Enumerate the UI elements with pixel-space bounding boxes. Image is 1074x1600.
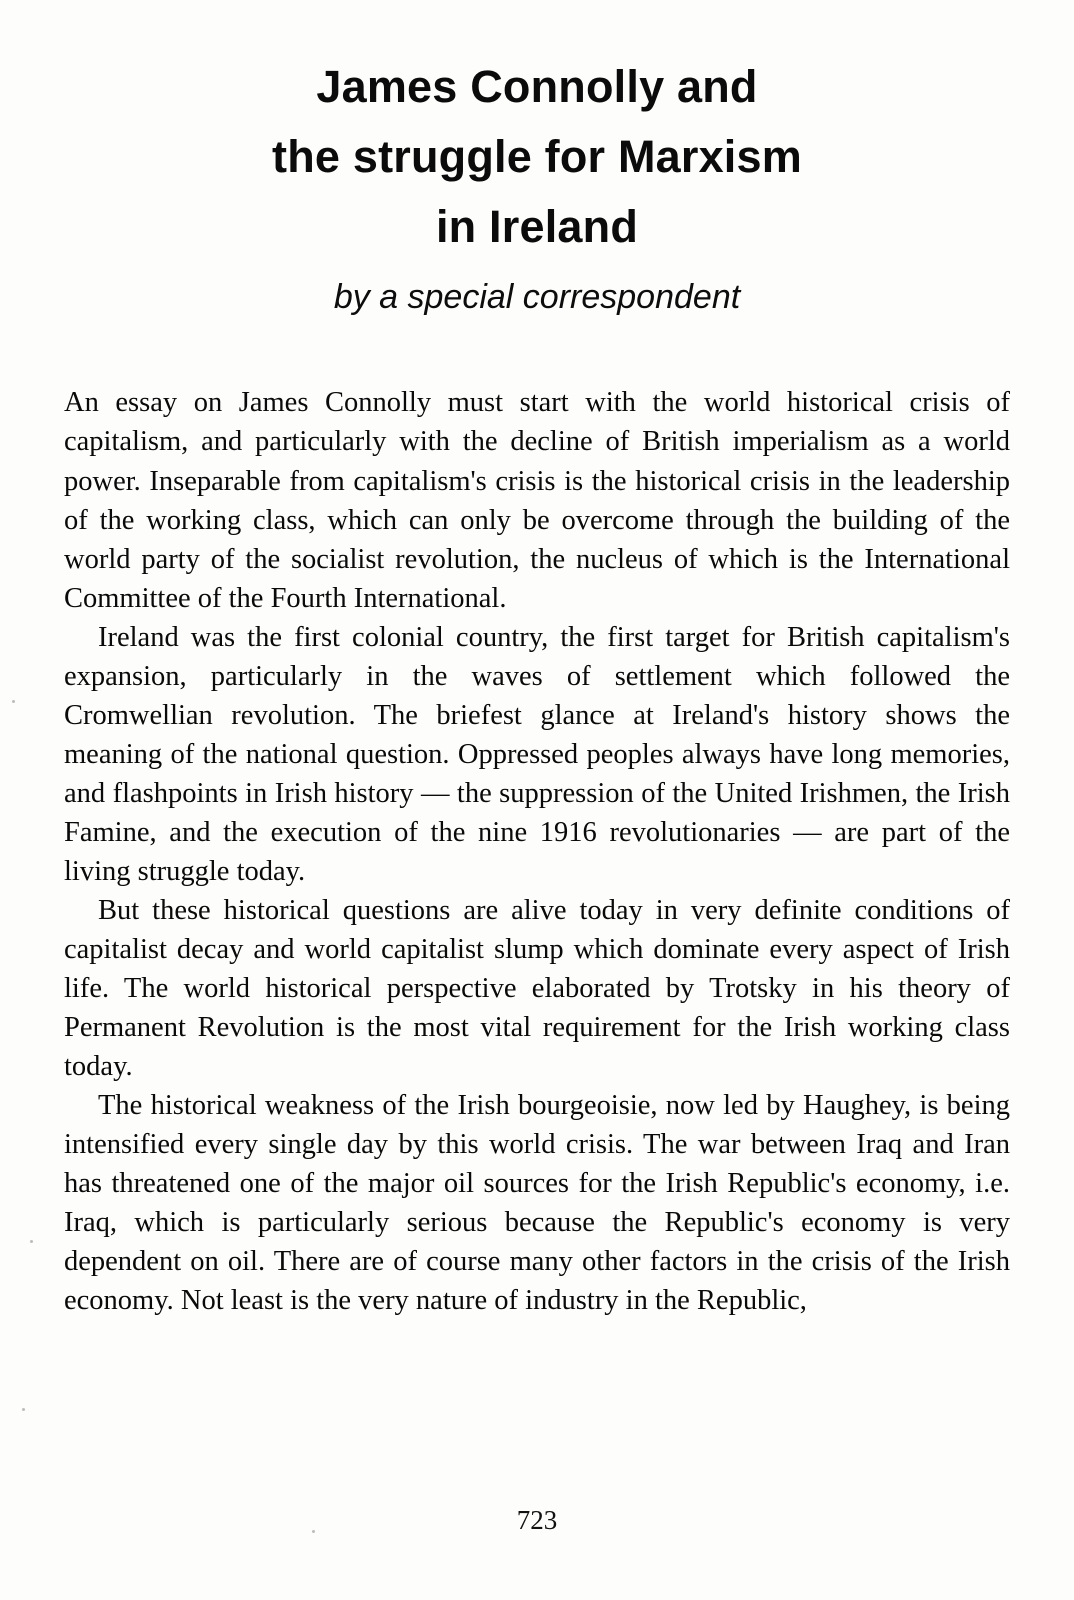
title-line-1: James Connolly and bbox=[316, 61, 758, 112]
page-title bbox=[64, 52, 1010, 261]
scan-speck bbox=[312, 1530, 315, 1533]
title-line-3: in Ireland bbox=[435, 200, 639, 252]
page-content bbox=[64, 52, 1010, 1320]
article-body bbox=[64, 383, 1010, 1320]
paragraph: An essay on James Connolly must start with the world historical crisis of capitalism, and particularly with the decline of British imperialism as a world power. Inseparable from capitalism's crisis is the historical crisis in the leadership of the working class, which can only be overcome through the building of the world party of the socialist revolution, the nucleus of which is the International Committee of the Fourth International. bbox=[64, 387, 1010, 614]
paragraph: Ireland was the first colonial country, the first target for British capitalism's expansion, particularly in the waves of settlement which followed the Cromwellian revolution. The briefest glance at Ireland's history shows the meaning of the national question. Oppressed peoples always have long memories, and flashpoints in Irish history — the suppression of the United Irishmen, the Irish Famine, and the execution of the nine 1916 revolutionaries — are part of the living struggle today. bbox=[64, 621, 1010, 887]
page-number: 723 bbox=[516, 1505, 558, 1535]
scan-speck bbox=[12, 700, 15, 703]
scan-speck bbox=[30, 1240, 33, 1243]
scan-speck bbox=[22, 1408, 25, 1411]
paragraph: But these historical questions are alive today in very definite conditions of capitalist decay and world capitalist slump which dominate every aspect of Irish life. The world historical perspective elaborated by Trotsky in his theory of Permanent Revolution is the most vital requirement for the Irish working class today. bbox=[64, 894, 1010, 1082]
paragraph: The historical weakness of the Irish bourgeoisie, now led by Haughey, is being intensified every single day by this world crisis. The war between Iraq and Iran has threatened one of the major oil sources for the Irish Republic's economy, i.e. Iraq, which is particularly serious because the Republic's economy is very dependent on oil. There are of course many other factors in the crisis of the Irish economy. Not least is the very nature of industry in the Republic, bbox=[64, 1090, 1010, 1317]
byline: by a special correspondent bbox=[333, 278, 741, 317]
title-line-2: the struggle for Marxism bbox=[272, 130, 802, 182]
